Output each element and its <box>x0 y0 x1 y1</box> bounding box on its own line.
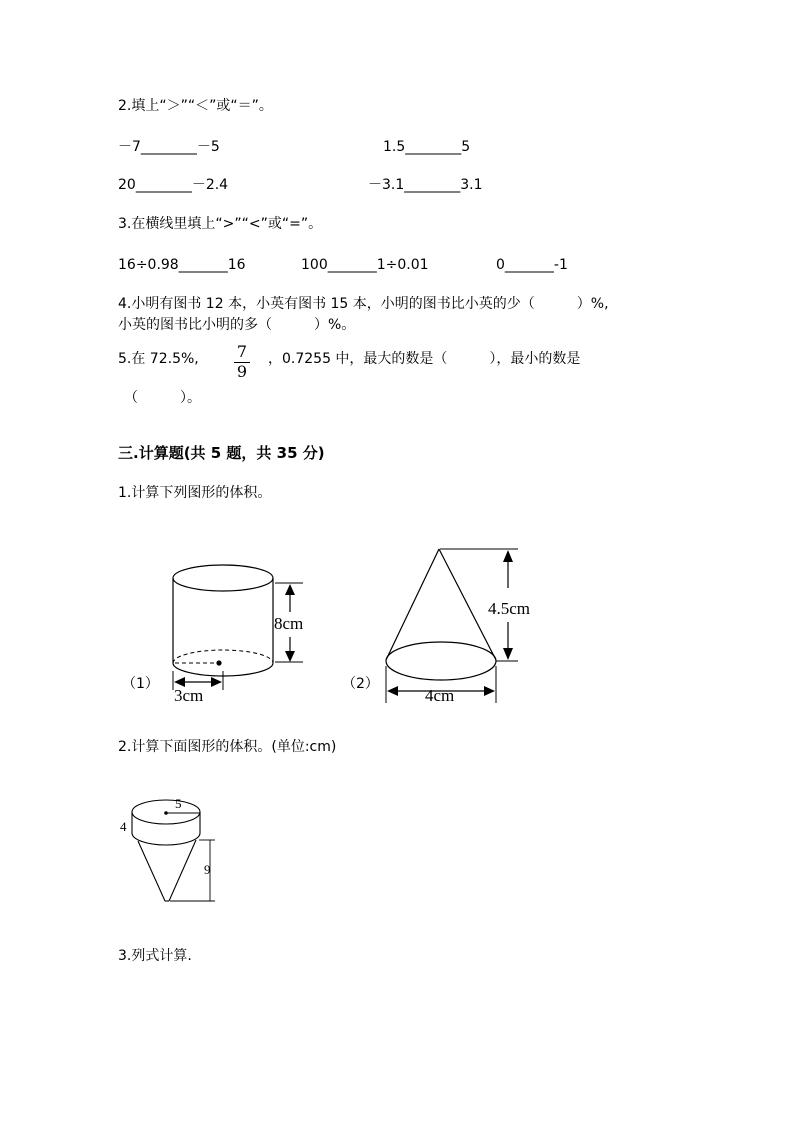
q3-title: 3.在横线里填上“>”“<”或“=”。 <box>118 216 323 232</box>
cylinder-radius-label: 3cm <box>174 686 204 705</box>
section-title: 三.计算题(共 5 题，共 35 分) <box>118 444 325 462</box>
cone-right-side <box>169 840 196 901</box>
cone-figure <box>380 540 530 710</box>
q3-item-3: 0_______-1 <box>496 257 568 273</box>
cone-height-arrow-down-head <box>503 648 513 660</box>
c3-title: 3.列式计算. <box>118 948 192 964</box>
c1-title: 1.计算下列图形的体积。 <box>118 485 272 501</box>
q3-item-2: 100_______1÷0.01 <box>301 257 429 273</box>
cone-height-arrow-up-head <box>503 550 513 562</box>
cone-diameter-arrow-right-head <box>484 686 495 696</box>
cone-diameter-arrow-left-head <box>387 686 398 696</box>
q5-suffix: ，0.7255 中，最大的数是（ ），最小的数是 <box>268 351 581 367</box>
height-arrow-up-head <box>285 584 295 595</box>
fraction-numerator: 7 <box>236 342 248 361</box>
radius-arrow-right-head <box>211 677 222 687</box>
cone-left-side <box>138 841 165 901</box>
cone-diameter-label: 4cm <box>425 686 455 705</box>
composite-radius-label: 5 <box>175 796 182 811</box>
q4-line-1: 4.小明有图书 12 本，小英有图书 15 本，小明的图书比小英的少（ ）%, <box>118 296 609 312</box>
fraction-denominator: 9 <box>236 362 248 381</box>
figure-2-tag: （2） <box>342 676 379 692</box>
q2-row1-left: －7________－5 <box>118 139 220 155</box>
q5-prefix: 5.在 72.5%, <box>118 351 199 367</box>
q2-title: 2.填上“＞”“＜”或“＝”。 <box>118 98 273 114</box>
cylinder-bottom-back <box>173 650 273 663</box>
cylinder-center-dot <box>216 660 221 665</box>
composite-cylinder-height-label: 4 <box>120 819 127 834</box>
q3-item-1: 16÷0.98_______16 <box>118 257 246 273</box>
q5-line-2: （ ）。 <box>124 390 201 406</box>
cylinder-height-label: 8cm <box>274 614 304 633</box>
cone-left-edge <box>386 549 439 660</box>
q2-row1-right: 1.5________5 <box>383 139 471 155</box>
composite-cone-height-label: 9 <box>204 862 211 877</box>
cone-base-ellipse <box>386 642 496 680</box>
q4-line-2: 小英的图书比小明的多（ ）%。 <box>118 317 356 333</box>
composite-cylinder-bottom-front <box>132 833 200 845</box>
cone-height-label: 4.5cm <box>488 599 531 618</box>
height-arrow-down-head <box>285 651 295 662</box>
cylinder-top-ellipse <box>173 565 273 591</box>
q2-row2-right: －3.1________3.1 <box>368 177 483 193</box>
figure-1-tag: （1） <box>122 676 159 692</box>
c2-title: 2.计算下面图形的体积。(单位:cm) <box>118 739 337 755</box>
q2-row2-left: 20________－2.4 <box>118 177 229 193</box>
